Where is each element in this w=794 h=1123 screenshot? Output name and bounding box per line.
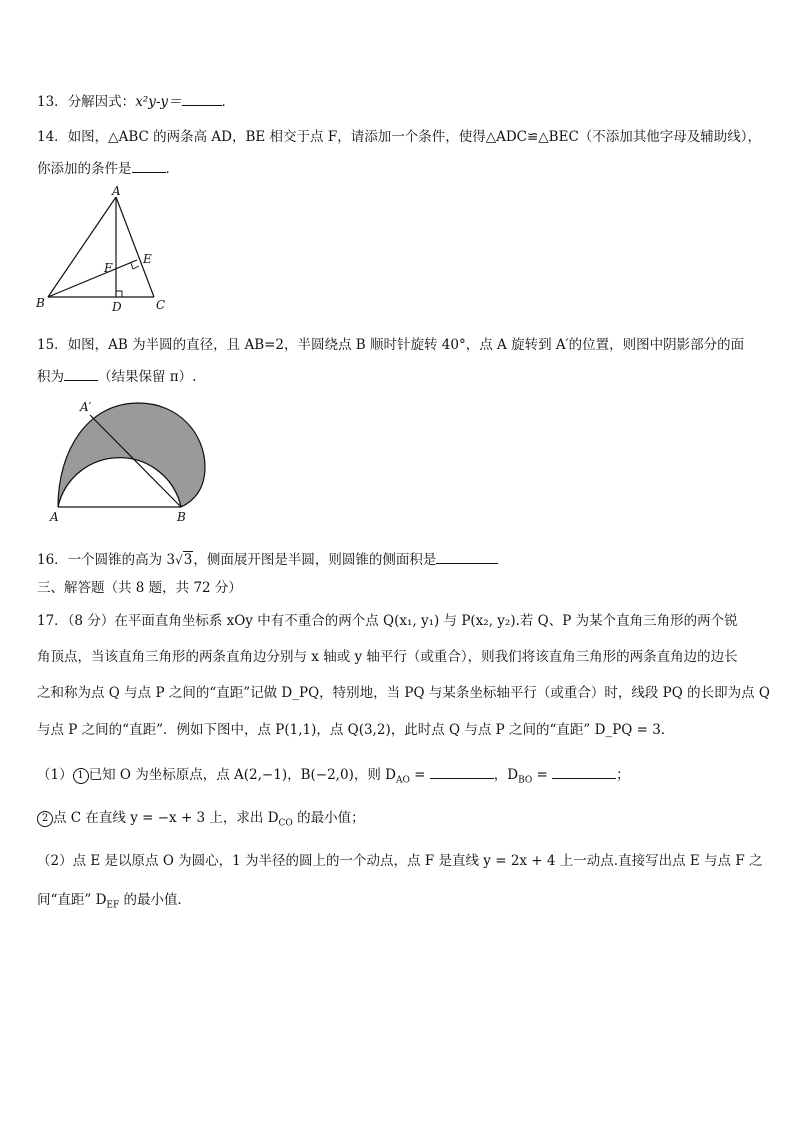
q15-semicircle-figure — [40, 395, 210, 525]
q17-part-2-line2 — [37, 888, 191, 911]
q17-equals-1: = — [409, 767, 430, 783]
q17-part-1-text-a: 已知 O 为坐标原点，点 A(2,−1)，B(−2,0)，则 D — [88, 767, 396, 783]
subscript-co: CO — [278, 818, 293, 829]
q14-answer-blank[interactable] — [132, 158, 166, 173]
q16-text-b: ，侧面展开图是半圆，则圆锥的侧面积是 — [193, 552, 437, 568]
section-3-title: 三、解答题（共 8 题，共 72 分） — [37, 580, 242, 596]
q13-expression: x²y-y＝ — [135, 94, 182, 110]
q17-circled-1: 1 — [73, 768, 89, 784]
question-14-line2 — [37, 157, 179, 177]
q13-answer-blank[interactable] — [182, 91, 222, 106]
q17-part-2-text: 间“直距” D — [37, 892, 107, 908]
side-ab — [48, 197, 116, 297]
d-bo-answer-blank[interactable] — [552, 764, 616, 779]
q16-sqrt: 3 — [183, 552, 193, 568]
q15-number: 15． — [37, 337, 68, 353]
q13-text: 分解因式： — [67, 94, 136, 110]
q14-triangle-figure — [30, 185, 180, 315]
q17-semicolon: ； — [616, 767, 630, 783]
q16-number: 16． — [37, 552, 68, 568]
q17-part-1-text-c: ，D — [493, 767, 519, 783]
q17-equals-2: = — [532, 767, 553, 783]
q17-part-1-2 — [37, 806, 365, 829]
q15-answer-blank[interactable] — [64, 366, 98, 381]
label-a-prime: A′ — [80, 400, 92, 414]
label-b: B — [177, 510, 186, 524]
q14-text-line2: 你添加的条件是 — [37, 161, 132, 177]
q13-number: 13． — [37, 94, 68, 110]
subscript-ao: AO — [395, 775, 410, 786]
label-d: D — [112, 300, 122, 314]
q17-circled-2: 2 — [37, 811, 53, 827]
subscript-bo: BO — [518, 775, 533, 786]
label-f: F — [104, 261, 113, 275]
q17-part-1-label: （1） — [37, 767, 73, 783]
right-angle-e — [131, 263, 139, 269]
q17-part-1-1 — [37, 763, 630, 786]
q13-period: ． — [221, 94, 236, 110]
question-13 — [37, 90, 235, 110]
right-angle-d — [116, 291, 122, 297]
label-a: A — [50, 510, 59, 524]
label-c: C — [156, 298, 166, 312]
label-b: B — [36, 296, 45, 310]
q17-part-1-2-tail: 的最小值； — [292, 810, 365, 826]
q17-paragraph-4: 与点 P 之间的“直距”．例如下图中，点 P(1,1)，点 Q(3,2)，此时点 Q 与点 P 之间的“直距” D_PQ = 3． — [37, 722, 675, 738]
q16-answer-blank[interactable] — [436, 549, 498, 564]
question-14-line1 — [37, 125, 761, 145]
q17-paragraph-2: 角顶点，当该直角三角形的两条直角边分别与 x 轴或 y 轴平行（或重合），则我们将该直角三角形的两条直角边的边长 — [37, 649, 738, 665]
label-e: E — [143, 252, 152, 266]
q16-text-a: 一个圆锥的高为 3 — [67, 552, 176, 568]
question-16: 16．一个圆锥的高为 3√3，侧面展开图是半圆，则圆锥的侧面积是 — [37, 548, 498, 568]
subscript-ef: EF — [106, 900, 120, 911]
q17-paragraph-3: 之和称为点 Q 与点 P 之间的“直距”记做 D_PQ，特别地，当 PQ 与某条坐标轴平行（或重合）时，线段 PQ 的长即为点 Q — [37, 685, 770, 701]
q15-text-line1: 如图，AB 为半圆的直径，且 AB=2，半圆绕点 B 顺时针旋转 40°，点 A 旋转到 A′的位置，则图中阴影部分的面 — [67, 337, 745, 353]
q17-paragraph-1 — [37, 609, 738, 629]
d-ao-answer-blank[interactable] — [430, 764, 494, 779]
q17-part-2-tail: 的最小值． — [119, 892, 192, 908]
question-15-line1 — [37, 333, 744, 353]
q17-text-p1: （8 分）在平面直角坐标系 xOy 中有不重合的两个点 Q(x₁, y₁) 与 P(x₂, y₂).若 Q、P 为某个直角三角形的两个锐 — [67, 613, 738, 629]
label-a: A — [112, 185, 121, 198]
side-ac — [116, 197, 154, 297]
q14-number: 14． — [37, 129, 68, 145]
q15-text-line2a: 积为 — [37, 369, 64, 385]
question-15-line2 — [37, 365, 196, 385]
q17-part-2-line1: （2）点 E 是以原点 O 为圆心，1 为半径的圆上的一个动点，点 F 是直线 y = 2x + 4 上一动点.直接写出点 E 与点 F 之 — [37, 853, 763, 869]
q17-number: 17． — [37, 613, 68, 629]
q14-period: ． — [165, 161, 179, 177]
q14-text-line1: 如图，△ABC 的两条高 AD，BE 相交于点 F，请添加一个条件，使得△ADC≌△BEC（不添加其他字母及辅助线）， — [67, 129, 762, 145]
q15-text-line2b: （结果保留 π）. — [98, 369, 197, 385]
q17-part-1-2-text: 点 C 在直线 y = −x + 3 上，求出 D — [53, 810, 279, 826]
altitude-be — [48, 260, 137, 297]
